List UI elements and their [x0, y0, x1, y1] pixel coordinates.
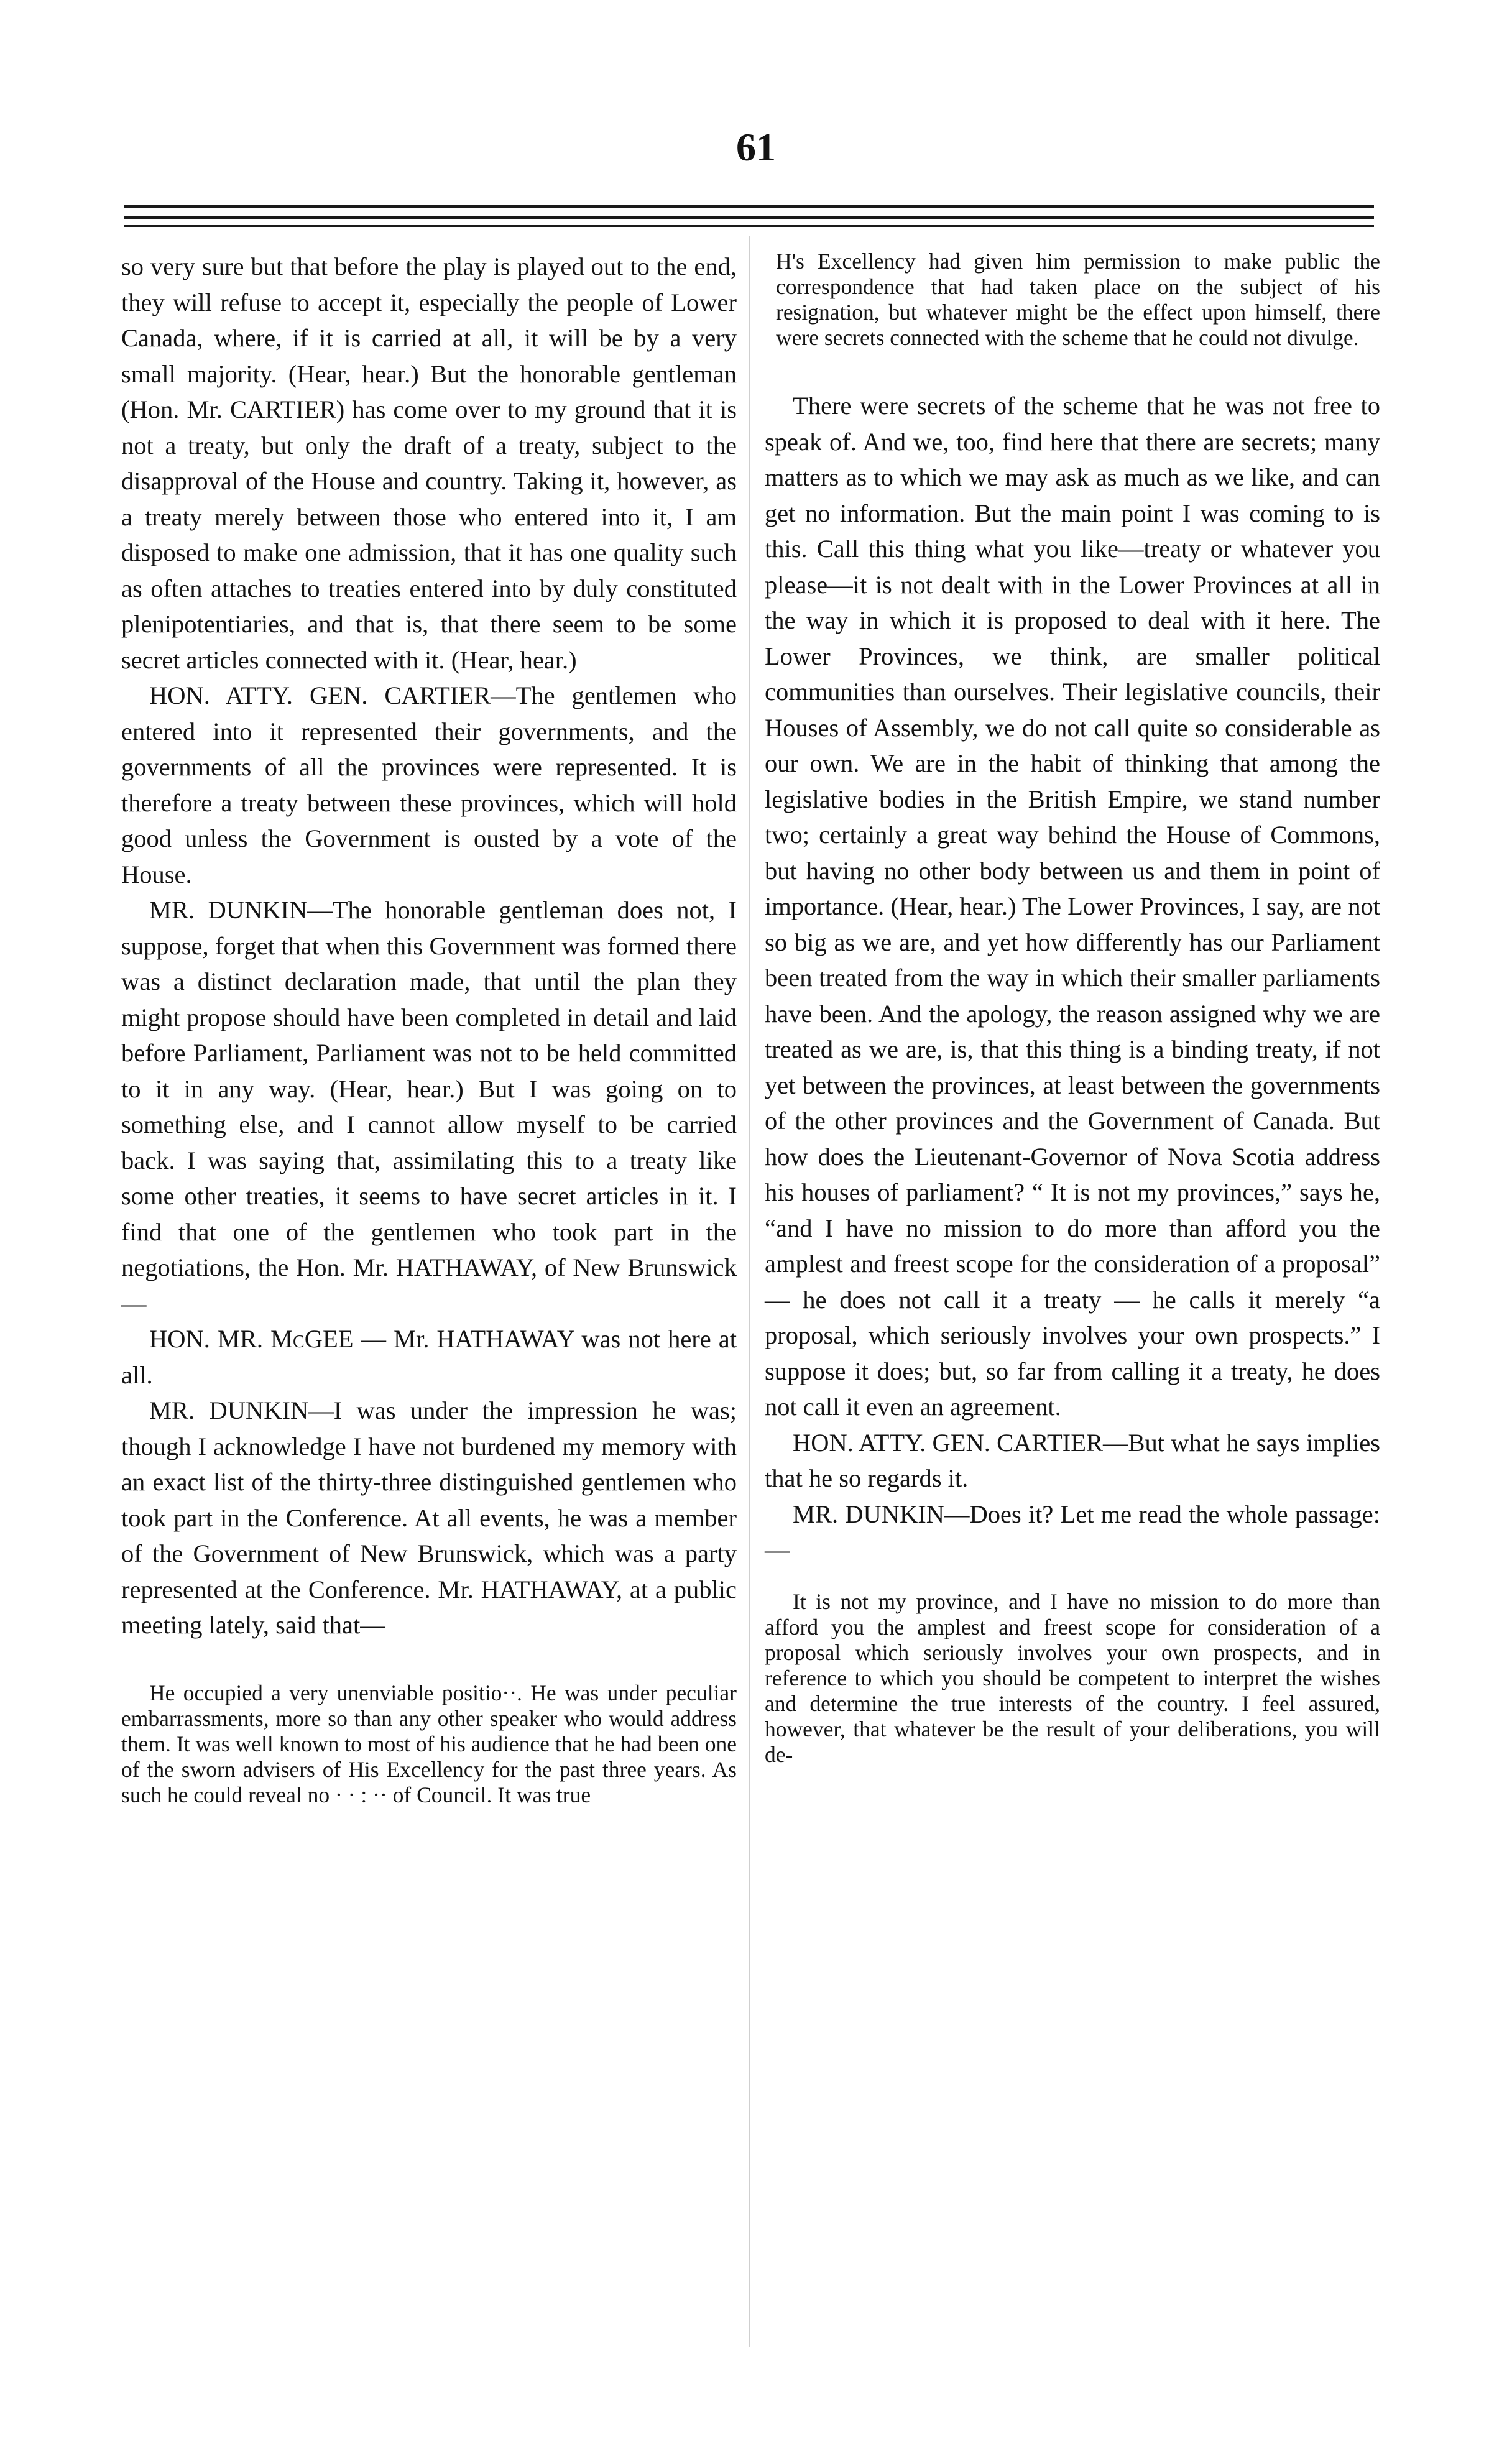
- speaker-dunkin: MR. DUNKIN: [149, 1396, 309, 1424]
- speech-text: — Mr. HATHAWAY was not here at all.: [121, 1325, 737, 1389]
- left-paragraph-3: [121, 892, 737, 1321]
- column-separator: [749, 236, 750, 2347]
- right-column: [765, 249, 1380, 1768]
- right-quotation-1: H's Excellency had given him permission to make public the correspondence that had taken place on the subject of his resignation, but whatever might be the effect upon himself, there were secrets connected with the scheme that he could not divulge.: [776, 249, 1380, 350]
- speaker-dunkin: MR. DUNKIN: [793, 1500, 945, 1528]
- speech-text: —The gentlemen who entered into it represented their governments, and the governments of all the provinces were represented. It is therefore a treaty between these provinces, which will hold good unless the Government is ousted by a vote of the House.: [121, 681, 737, 888]
- right-paragraph-3: [765, 1496, 1380, 1568]
- left-paragraph-5: [121, 1393, 737, 1643]
- right-quotation-2: It is not my province, and I have no mission to do more than afford you the amplest and freest scope for consideration of a proposal which seriously involves your own prospects, and in reference to which you should be competent to interpret the wishes and determine the true interests of the country. I feel assured, however, that whatever be the result of your deliberations, you will de-: [765, 1589, 1380, 1767]
- speaker-dunkin: MR. DUNKIN: [149, 896, 308, 924]
- right-paragraph-2: [765, 1425, 1380, 1496]
- header-rule-bottom: [124, 225, 1374, 227]
- header-rule-middle: [124, 216, 1374, 219]
- left-quotation: He occupied a very unenviable positio··. He was under peculiar embarrassments, more so than any other speaker who would address them. It was well known to most of his audience that he had been one of the sworn advisers of His Excellency for the past three years. As such he could reveal no · · : ·· of Council. It was true: [121, 1680, 737, 1807]
- left-paragraph-4: [121, 1321, 737, 1393]
- speaker-mcgee: HON. MR. McGEE: [149, 1325, 354, 1353]
- left-paragraph-1: so very sure but that before the play is played out to the end, they will refuse to accept it, especially the people of Lower Canada, where, if it is carried at all, it will be by a very small majority. (Hear, hear.) But the honorable gentleman (Hon. Mr. CARTIER) has come over to my ground that it is not a treaty, but only the draft of a treaty, subject to the disapproval of the House and country. Taking it, however, as a treaty merely between those who entered into it, I am disposed to make one admission, that it has one quality such as often attaches to treaties entered into by duly constituted plenipotentiaries, and that is, that there seem to be some secret articles connected with it. (Hear, hear.): [121, 252, 737, 674]
- speaker-cartier: HON. ATTY. GEN. CARTIER: [149, 681, 491, 709]
- speech-text: —The honorable gentleman does not, I suppose, forget that when this Government was formed there was a distinct declaration made, that until the plan they might propose should have been completed in detail and laid before Parliament, Parliament was not to be held committed to it in any way. (Hear, hear.) But I was going on to something else, and I cannot allow myself to be carried back. I was saying that, assimilating this to a treaty like some other treaties, it seems to have secret articles in it. I find that one of the gentlemen who took part in the negotiations, the Hon. Mr. HATHAWAY, of New Brunswick—: [121, 896, 737, 1317]
- right-paragraph-1: There were secrets of the scheme that he was not free to speak of. And we, too, find here that there are secrets; many matters as to which we may ask as much as we like, and can get no information. But the main point I was coming to is this. Call this thing what you like—treaty or whatever you please—it is not dealt with in the Lower Provinces at all in the way in which it is proposed to deal with it here. The Lower Provinces, we think, are smaller political communities than ourselves. Their legislative councils, their Houses of Assembly, we do not call quite so considerable as our own. We are in the habit of thinking that among the legislative bodies in the British Empire, we stand number two; certainly a great way behind the House of Commons, but having no other body between us and them in point of importance. (Hear, hear.) The Lower Provinces, I say, are not so big as we are, and yet how differently has our Parliament been treated from the way in which their smaller parliaments have been. And the apology, the reason assigned why we are treated as we are, is, that this thing is a binding treaty, if not yet between the provinces, at least between the governments of the other provinces and the Government of Canada. But how does the Lieutenant-Governor of Nova Scotia address his houses of parliament? “ It is not my provinces,” says he, “and I have no mission to do more than afford you the amplest and freest scope for the consideration of a proposal” — he does not call it a treaty — he calls it merely “a proposal, which seriously involves your own prospects.” I suppose it does; but, so far from calling it a treaty, he does not call it even an agreement.: [765, 392, 1380, 1421]
- left-column: [121, 249, 737, 1808]
- page-number: 61: [736, 125, 776, 169]
- speech-text: —I was under the impression he was; though I acknowledge I have not burdened my memory with an exact list of the thirty-three distinguished gentlemen who took part in the Conference. At all events, he was a member of the Government of New Brunswick, which was a party represented at the Conference. Mr. HATHAWAY, at a public meeting lately, said that—: [121, 1396, 737, 1639]
- speech-text: —But what he says implies that he so regards it.: [765, 1428, 1381, 1492]
- speech-text: —Does it? Let me read the whole passage:—: [765, 1500, 1380, 1564]
- header-rule-top: [124, 205, 1374, 208]
- speaker-cartier: HON. ATTY. GEN. CARTIER: [793, 1428, 1103, 1457]
- left-paragraph-2: [121, 678, 737, 892]
